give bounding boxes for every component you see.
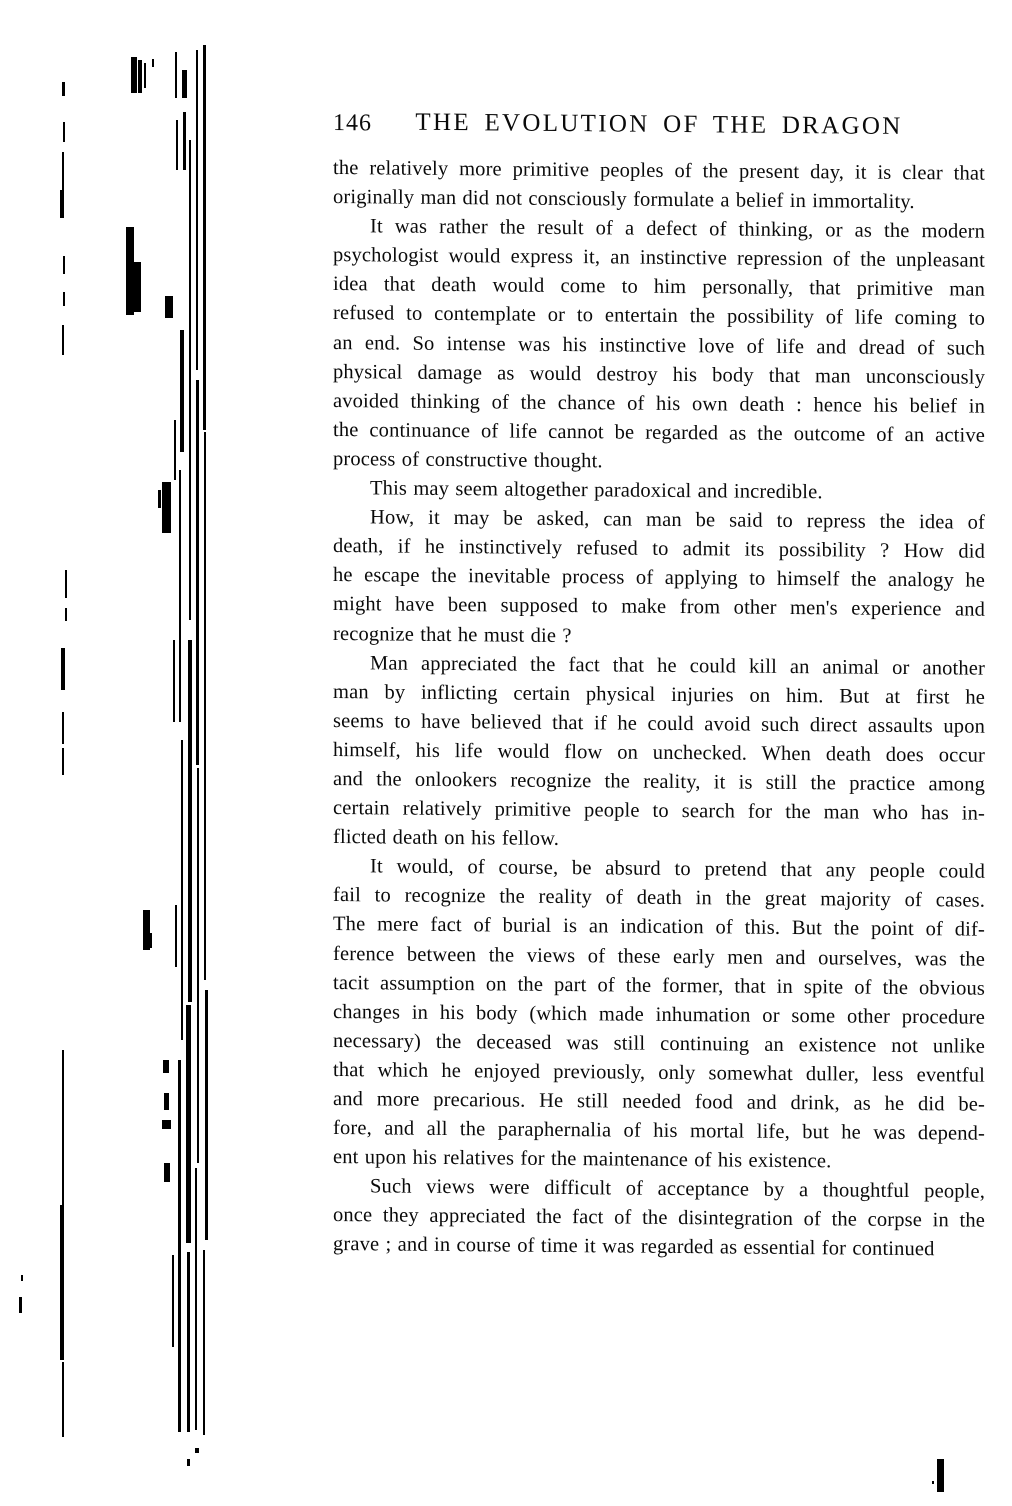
scan-artifact-mark bbox=[172, 1255, 174, 1347]
scan-artifact-mark bbox=[181, 740, 183, 1040]
scan-artifact-mark bbox=[196, 380, 199, 765]
scan-artifact-mark bbox=[176, 120, 178, 170]
text-line: himself, his life would flow on unchecked. When death does occur bbox=[333, 738, 985, 767]
scan-artifact-mark bbox=[932, 1481, 934, 1484]
text-line: idea that death would come to him personally, that primitive man bbox=[333, 273, 985, 302]
scan-artifact-mark bbox=[138, 60, 142, 93]
scan-artifact-mark bbox=[203, 1250, 205, 1435]
paragraph bbox=[333, 1172, 985, 1265]
text-line: changes in his body (which made inhumation or some other procedure bbox=[333, 1000, 985, 1029]
text-line: once they appreciated the fact of the disintegration of the corpse in the bbox=[333, 1204, 985, 1233]
scan-artifact-mark bbox=[195, 1168, 197, 1430]
page-content bbox=[333, 108, 985, 1265]
text-line: This may seem altogether paradoxical and incredible. bbox=[370, 477, 823, 504]
scan-artifact-mark bbox=[165, 296, 173, 318]
scan-artifact-mark bbox=[162, 1120, 171, 1129]
scan-artifact-mark bbox=[21, 1275, 23, 1281]
scan-artifact-mark bbox=[62, 1050, 64, 1207]
scan-artifact-mark bbox=[162, 482, 171, 533]
scan-artifact-mark bbox=[188, 640, 192, 1002]
running-head bbox=[333, 108, 985, 144]
scan-artifact-mark bbox=[178, 1060, 181, 1432]
scan-artifact-mark bbox=[152, 59, 154, 67]
scan-artifact-mark bbox=[179, 470, 181, 722]
text-line: flicted death on his fellow. bbox=[333, 826, 560, 851]
scan-artifact-mark bbox=[186, 1005, 191, 1243]
text-line: ent upon his relatives for the maintenance of his existence. bbox=[333, 1146, 832, 1173]
scan-artifact-mark bbox=[164, 1093, 169, 1110]
scan-artifact-mark bbox=[173, 640, 175, 722]
scan-artifact-mark bbox=[175, 905, 177, 967]
text-line: necessary) the deceased was still continuing an existence not unlike bbox=[333, 1029, 985, 1058]
scan-artifact-mark bbox=[62, 748, 64, 775]
scan-artifact-mark bbox=[60, 190, 64, 218]
scan-artifact-mark bbox=[203, 45, 206, 430]
page-number: 146 bbox=[333, 110, 372, 137]
scan-artifact-mark bbox=[19, 1297, 22, 1313]
scan-artifact-mark bbox=[134, 262, 141, 312]
scan-artifact-mark bbox=[62, 82, 65, 96]
scan-artifact-mark bbox=[65, 570, 67, 598]
scan-artifact-mark bbox=[144, 63, 146, 88]
scan-artifact-mark bbox=[65, 608, 67, 621]
text-line: It was rather the result of a defect of thinking, or as the modern bbox=[370, 215, 985, 243]
text-line: ference between the views of these early men and ourselves, was the bbox=[333, 942, 985, 971]
text-line: The mere fact of burial is an indication of this. But the point of dif- bbox=[333, 913, 985, 942]
scan-artifact-mark bbox=[182, 70, 187, 98]
text-line: How, it may be asked, can man be said to repress the idea of bbox=[370, 506, 985, 534]
scan-artifact-mark bbox=[62, 325, 64, 355]
scan-artifact-mark bbox=[143, 910, 150, 950]
text-line: originally man did not consciously formulate a belief in immortality. bbox=[333, 186, 915, 214]
scan-artifact-mark bbox=[61, 648, 65, 690]
scan-artifact-mark bbox=[149, 933, 152, 948]
scan-artifact-mark bbox=[62, 712, 64, 744]
text-line: might have been supposed to make from other men's experience and bbox=[333, 593, 985, 622]
scan-artifact-mark bbox=[187, 1459, 190, 1466]
text-line: fore, and all the paraphernalia of his mortal life, but he was depend- bbox=[333, 1117, 985, 1145]
page-text bbox=[333, 154, 985, 1265]
scan-artifact-mark bbox=[126, 227, 134, 315]
text-line: seems to have believed that if he could avoid such direct assaults upon bbox=[333, 709, 985, 738]
scan-artifact-mark bbox=[174, 420, 176, 480]
scan-artifact-mark bbox=[175, 52, 177, 98]
scan-artifact-mark bbox=[195, 1448, 199, 1453]
scan-artifact-mark bbox=[196, 50, 198, 370]
scan-artifact-mark bbox=[63, 292, 65, 306]
scan-artifact-mark bbox=[63, 256, 65, 274]
paragraph bbox=[333, 852, 985, 1178]
text-line: grave ; and in course of time it was regarded as essential for continued bbox=[333, 1233, 935, 1261]
scan-artifact-mark bbox=[204, 432, 206, 980]
text-line: an end. So intense was his instinctive love of life and dread of such bbox=[333, 331, 985, 360]
scan-artifact-mark bbox=[180, 330, 184, 452]
scan-artifact-mark bbox=[62, 152, 64, 214]
text-line: certain relatively primitive people to search for the man who has in- bbox=[333, 797, 985, 825]
text-line: and the onlookers recognize the reality, it is still the practice among bbox=[333, 767, 985, 796]
text-line: process of constructive thought. bbox=[333, 447, 603, 473]
text-line: the relatively more primitive peoples of the present day, it is clear that bbox=[333, 157, 985, 185]
scan-artifact-mark bbox=[937, 1459, 944, 1492]
text-line: It would, of course, be absurd to pretend that any people could bbox=[370, 855, 985, 883]
text-line: that which he enjoyed previously, only somewhat duller, less eventful bbox=[333, 1058, 985, 1087]
scan-artifact-mark bbox=[158, 490, 161, 508]
text-line: psychologist would express it, an instinctive repression of the unpleasant bbox=[333, 244, 985, 272]
paragraph bbox=[333, 212, 985, 480]
scan-artifact-mark bbox=[60, 1205, 64, 1360]
text-line: and more precarious. He still needed food and drink, as he did be- bbox=[333, 1088, 985, 1116]
text-line: man by inflicting certain physical injuries on him. But at first he bbox=[333, 680, 985, 709]
text-line: he escape the inevitable process of applying to himself the analogy he bbox=[333, 564, 985, 593]
scan-artifact-mark bbox=[164, 1163, 170, 1182]
scan-artifact-mark bbox=[197, 768, 199, 1163]
text-line: death, if he instinctively refused to admit its possibility ? How did bbox=[333, 535, 985, 563]
page-title: THE EVOLUTION OF THE DRAGON bbox=[415, 108, 903, 140]
paragraph bbox=[333, 503, 985, 654]
text-line: Such views were difficult of acceptance by a thoughtful people, bbox=[370, 1175, 985, 1203]
text-line: Man appreciated the fact that he could kill an animal or another bbox=[370, 651, 985, 680]
text-line: recognize that he must die ? bbox=[333, 622, 572, 647]
scan-artifact-mark bbox=[205, 990, 208, 1240]
scan-artifact-mark bbox=[131, 57, 137, 93]
paragraph bbox=[333, 649, 985, 858]
scan-artifact-mark bbox=[189, 140, 191, 620]
text-line: avoided thinking of the chance of his own death : hence his belief in bbox=[333, 389, 985, 418]
scan-artifact-mark bbox=[187, 1252, 190, 1432]
scan-artifact-mark bbox=[62, 1362, 64, 1437]
text-line: fail to recognize the reality of death in the great majority of cases. bbox=[333, 884, 985, 913]
paragraph bbox=[333, 154, 985, 218]
text-line: the continuance of life cannot be regarded as the outcome of an active bbox=[333, 418, 985, 447]
text-line: refused to contemplate or to entertain the possibility of life coming to bbox=[333, 302, 985, 331]
scan-artifact-mark bbox=[183, 112, 186, 170]
scan-artifact-mark bbox=[63, 122, 65, 142]
text-line: physical damage as would destroy his body that man unconsciously bbox=[333, 360, 985, 389]
text-line: tacit assumption on the part of the former, that in spite of the obvious bbox=[333, 971, 985, 1000]
scan-artifact-mark bbox=[163, 1060, 169, 1073]
